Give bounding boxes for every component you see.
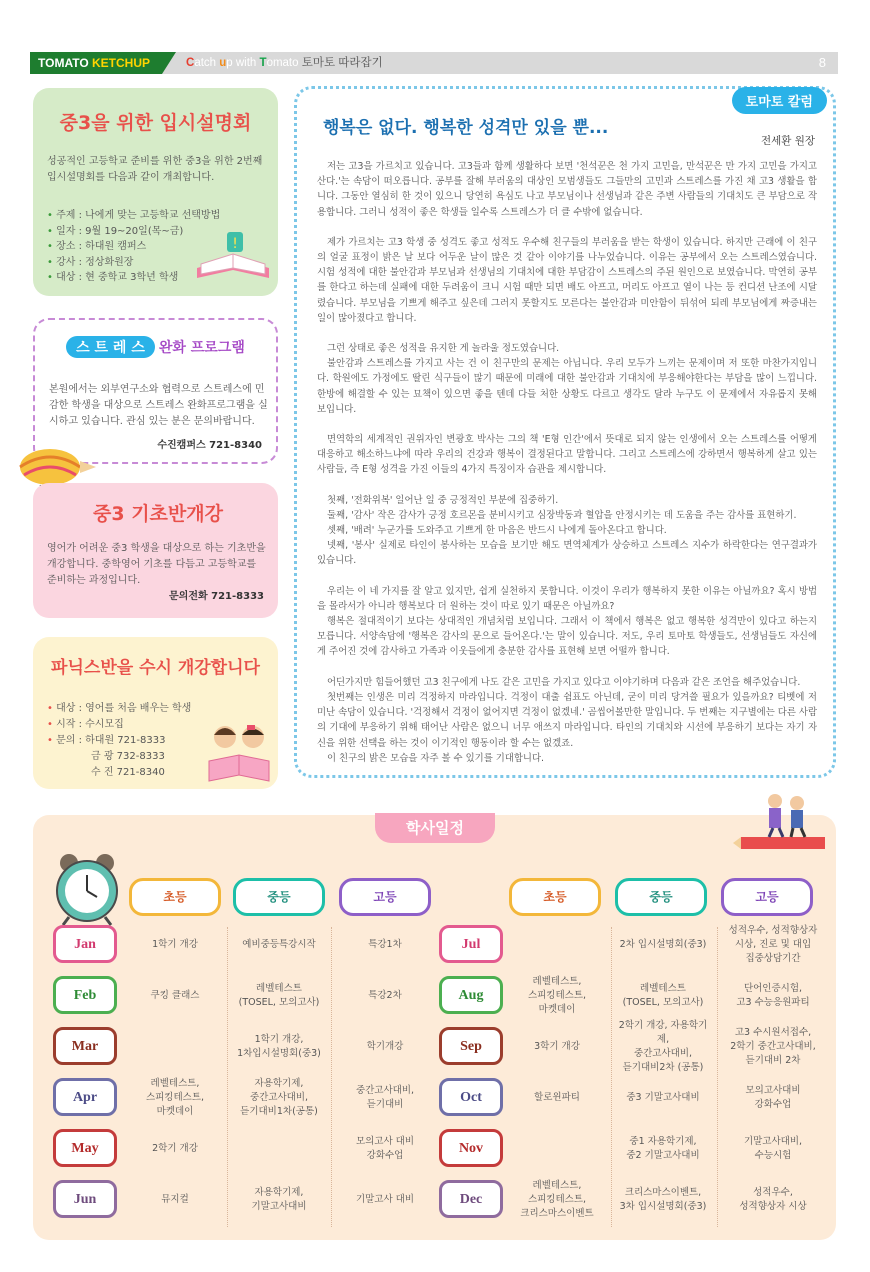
month-jun: Jun: [53, 1180, 117, 1218]
brand-text-2: KETCHUP: [92, 56, 151, 70]
admission-item: • 강사 : 정상화원장: [47, 255, 257, 271]
schedule-cell: 예비중등특강시작: [242, 939, 316, 950]
column-paragraph: 그런 상태로 좋은 성적을 유지한 게 놀라울 정도였습니다.: [327, 343, 560, 355]
admission-item: • 장소 : 하대원 캠퍼스: [47, 239, 257, 255]
column-divider: [717, 927, 718, 1227]
svg-text:!: !: [232, 236, 238, 252]
column-paragraph: 제가 가르치는 고3 학생 중 성격도 좋고 성적도 우수해 친구들의 부러움을 받는 학생이 있습니다. 하지만 근래에 이 친구의 얼굴 표정이 밝은 날 보다 어두운 날이 많은 것 같아 이야기를 나누었습니다. 이유는 공부에서 오는 스트레스였습니다. 시험 성적에 대한 불안감과 부모님과 선생님의 기대치에 대한 부담감이 스트레스의 주된 원인으로 보였습니다. 막연히 공부를 한다고 하는데 실패에 대한 두려움이 크니 시험 때만 되면 배도 아프고, 머리도 아프고 열이 나는 등 컨디션 난조에 시달렸습니다. 부모님을 기쁘게 해주고 싶은데 그러지 못할지도 모른다는 불안감과 미안함이 뒤섞여 되레 부모님에게 짜증내는 일이 많아졌다고 합니다.: [317, 236, 817, 324]
schedule-cell: [507, 923, 607, 967]
schedule-cell: 성적우수, 성적향상자 시상: [739, 1187, 807, 1212]
column-divider: [331, 927, 332, 1227]
column-paragraph: 넷째, '봉사' 실제로 타인이 봉사하는 모습을 보기만 해도 면역체계가 상승하고 스트레스 지수가 하락한다는 연구결과가 있습니다.: [317, 540, 817, 567]
admission-item: • 일자 : 9월 19~20일(목~금): [47, 224, 257, 240]
schedule-cell: 특강2차: [368, 990, 402, 1001]
schedule-cell: 레벨테스트, 스피킹테스트, 마켓데이: [527, 976, 587, 1015]
schedule-cell: 레벨테스트, 스피킹테스트, 크리스마스이벤트: [520, 1180, 594, 1219]
brand-tail-shape: [162, 52, 176, 74]
phonics-sub-item: 금 광 732-8333: [91, 751, 165, 762]
schedule-cell: 자용학기제, 중간고사대비, 듣기대비1차(공통): [240, 1078, 318, 1117]
month-feb: Feb: [53, 976, 117, 1014]
phonics-item: • 대상 : 영어를 처음 배우는 학생: [47, 701, 191, 717]
stress-title-pill: 스 트 레 스: [66, 336, 155, 358]
schedule-cell: 학기개강: [366, 1041, 404, 1052]
column-paragraph: 첫번째는 인생은 미리 걱정하지 마라입니다. 걱정이 대출 쉼표도 아닌데, 굳이 미리 당겨쓸 필요가 있을까요? 티벳에 저 미난 속담이 있습니다. '걱정해서 걱정이 없어지면 걱정이 없겠네.' 곰씹어볼만한 말입니다. 두 번째는 지구별에는 다른 사람의 기대에 부응하기 위해 태어난 사람은 없으니 너무 애쓰지 마라입니다. 타인의 기대치와 시선에 부응하기 보다는 자기 자신을 위한 선택을 하는 것이 이기적인 행동이라 할 수는 없겠죠.: [317, 691, 817, 749]
month-mar: Mar: [53, 1027, 117, 1065]
column-paragraph: 불안감과 스트레스를 가지고 사는 건 이 친구만의 문제는 아닙니다. 우리 모두가 느끼는 문제이며 저 또한 마찬가지입니다. 학원에도 가정에도 딸린 식구들이 많기 때문에 미래에 대한 불안감과 기대치에 부응해야한다는 부담을 많이 느낍니다. 한방에 해결할 수 있는 묘책이 있으면 좋을 텐데 다들 처한 상황도 다르고 생각도 달라 누구도 이 문제에서 자유롭지 못해 보입니다.: [317, 358, 817, 415]
sub-u: u: [219, 57, 227, 69]
column-paragraph: 우리는 이 네 가지를 잘 알고 있지만, 쉽게 실천하지 못합니다. 이것이 우리가 행복하지 못한 이유는 아닐까요? 혹시 방법을 몰라서가 아니라 행복보다 더 원하는 것이 따로 있기 때문은 아닐까요?: [317, 585, 817, 612]
month-oct: Oct: [439, 1078, 503, 1116]
schedule-cell: 뮤지컬: [161, 1194, 189, 1205]
stress-contact: 수진캠퍼스 721-8340: [157, 440, 262, 451]
column-tag: 토마토 칼럼: [732, 87, 827, 114]
stress-body: 본원에서는 외부연구소와 협력으로 스트레스에 민감한 학생을 대상으로 스트레스 완화프로그램을 실시하고 있습니다. 관심 있는 분은 문의바랍니다.: [49, 384, 268, 427]
phonics-sub-item: 수 진 721-8340: [91, 767, 165, 778]
stress-title-rest: 완화 프로그램: [158, 340, 245, 356]
month-may: May: [53, 1129, 117, 1167]
schedule-cell: 모의고사대비 강화수업: [745, 1085, 801, 1110]
column-paragraph: 이 친구의 밝은 모습을 자주 볼 수 있기를 기대합니다.: [327, 752, 545, 764]
month-jul: Jul: [439, 925, 503, 963]
tomato-column-article: [294, 86, 836, 778]
month-jan: Jan: [53, 925, 117, 963]
column-paragraph: 둘째, '감사' 작은 감사가 긍정 호르몬을 분비시키고 심장박동과 혈압을 안정시키는 데 도움을 주는 감사를 표현하기.: [327, 509, 797, 521]
schedule-cell: 2차 입시설명회(중3): [619, 939, 707, 950]
brand-text-1: TOMATO: [38, 56, 92, 70]
schedule-cell: 중3 기말고사대비: [626, 1092, 700, 1103]
schedule-cell: [507, 1127, 607, 1171]
schedule-cell: 1학기 개강, 1차입시설명회(중3): [237, 1034, 321, 1059]
schedule-cell: 2학기 개강, 자용학기제, 중간고사대비, 듣기대비2차 (공통): [618, 1020, 708, 1073]
schedule-cell: 단어인증시험, 고3 수능응원파티: [736, 983, 810, 1008]
stress-title: [35, 336, 276, 358]
sub-c: C: [186, 57, 195, 69]
alarm-clock-icon: [47, 851, 127, 927]
schedule-cell: 특강1차: [368, 939, 402, 950]
column-divider: [227, 927, 228, 1227]
sub-atch: atch: [194, 57, 220, 69]
book-illustration: [193, 228, 273, 288]
schedule-cell: [229, 1127, 329, 1171]
schedule-cell: 자용학기제, 기말고사대비: [251, 1187, 307, 1212]
category-elementary: 초등: [509, 878, 601, 916]
schedule-cell: 레벨테스트 (TOSEL, 모의고사): [622, 983, 704, 1008]
schedule-cell: 고3 수시원서접수, 2학기 중간고사대비, 듣기대비 2차: [730, 1027, 816, 1066]
basic-title: 중3 기초반개강: [93, 503, 223, 525]
phonics-box: [33, 637, 278, 789]
page-number: 8: [818, 55, 826, 70]
stress-program-box: [33, 318, 278, 464]
academic-schedule: [33, 815, 836, 1240]
category-elementary: 초등: [129, 878, 221, 916]
sub-p-with: p with: [226, 57, 260, 69]
month-aug: Aug: [439, 976, 503, 1014]
admission-title: 중3을 위한 입시설명회: [59, 112, 252, 134]
sub-t: T: [259, 57, 267, 69]
category-high: 고등: [339, 878, 431, 916]
column-paragraph: 행복은 절대적이기 보다는 상대적인 개념처럼 보입니다. 그래서 이 책에서 행복은 없고 행복한 성격만이 있다고 하는지 모릅니다. 서양속담에 '행복은 감사의 문으로 들어온다.'는 말이 있습니다. 저도, 우리 토마토 학생들도, 선생님들도 자신에게 주어진 것에 감사하고 가족과 이웃들에게 충분한 감사를 표현해 보면 어떨까 합니다.: [317, 616, 817, 658]
schedule-cell: 레벨테스트 (TOSEL, 모의고사): [238, 983, 320, 1008]
kids-reading-illustration: [203, 721, 275, 785]
schedule-title: 학사일정: [375, 813, 495, 843]
schedule-cell: 기말고사대비, 수능시험: [743, 1136, 803, 1161]
schedule-cell: 성적우수, 성적향상자 시상, 진로 및 대입 집중상담기간: [728, 925, 818, 964]
schedule-cell: 중1 자용학기제, 중2 기말고사대비: [626, 1136, 700, 1161]
month-nov: Nov: [439, 1129, 503, 1167]
admission-item: • 주제 : 나에게 맞는 고등학교 선택방법: [47, 208, 257, 224]
category-middle: 중등: [233, 878, 325, 916]
admission-intro: 성공적인 고등학교 준비를 위한 중3을 위한 2번째 입시설명회를 다음과 같이 개최합니다.: [47, 156, 263, 183]
column-divider: [611, 927, 612, 1227]
month-dec: Dec: [439, 1180, 503, 1218]
schedule-cell: [125, 1025, 225, 1069]
phonics-title: 파닉스반을 수시 개강합니다: [51, 658, 260, 678]
category-middle: 중등: [615, 878, 707, 916]
schedule-cell: 쿠킹 클래스: [150, 990, 200, 1001]
phonics-item: • 시작 : 수시모집: [47, 717, 191, 733]
page-header: [30, 52, 838, 74]
basic-contact: 문의전화 721-8333: [169, 591, 264, 602]
sub-korean: 토마토 따라잡기: [301, 57, 383, 69]
schedule-cell: 할로윈파티: [534, 1092, 580, 1103]
month-apr: Apr: [53, 1078, 117, 1116]
schedule-cell: 3학기 개강: [534, 1041, 580, 1052]
admission-item: • 대상 : 현 중학교 3학년 학생: [47, 270, 257, 286]
column-paragraph: 면역학의 세계적인 권위자인 변광호 박사는 그의 책 'E형 인간'에서 뜻대로 되지 않는 인생에서 오는 스트레스를 어떻게 대응하고 해소하느냐에 따라 우리의 건강과 행복이 결정된다고 말합니다. 그리고 스트레스에 강하면서 행복하게 살고 있는 사람들, 즉 E형 성격을 가진 이들의 4가지 특징이자 습관을 제시합니다.: [317, 434, 817, 476]
column-paragraph: 셋째, '배려' 누군가를 도와주고 기쁘게 한 마음은 반드시 나에게 돌아온다고 합니다.: [327, 525, 667, 537]
brand-logo: [30, 52, 162, 74]
basic-class-box: [33, 483, 278, 618]
schedule-cell: 기말고사 대비: [355, 1194, 415, 1205]
schedule-cell: 1학기 개강: [152, 939, 198, 950]
schedule-cell: 2학기 개강: [152, 1143, 198, 1154]
column-paragraph: 첫째, '전화위복' 일어난 일 중 긍정적인 부분에 집중하기.: [327, 494, 559, 506]
month-sep: Sep: [439, 1027, 503, 1065]
schedule-cell: 모의고사 대비 강화수업: [355, 1136, 415, 1161]
column-title: 행복은 없다. 행복한 성격만 있을 뿐...: [323, 118, 609, 138]
column-paragraph: 어딘가지만 힘들어했던 고3 친구에게 나도 같은 고민을 가지고 있다고 이야기하며 다음과 같은 조언을 해주었습니다.: [327, 676, 801, 688]
schedule-cell: 크리스마스이벤트, 3차 입시설명회(중3): [619, 1187, 707, 1212]
admission-seminar-box: [33, 88, 278, 296]
basic-body: 영어가 어려운 중3 학생을 대상으로 하는 기초반을 개강합니다. 중학영어 기초를 다듬고 고등학교를 준비하는 과정입니다.: [47, 543, 266, 586]
phonics-item: • 문의 : 하대원 721-8333: [47, 733, 191, 749]
column-paragraph: 저는 고3을 가르치고 있습니다. 고3들과 함께 생활하다 보면 '천석꾼은 천 가지 고민을, 만석꾼은 만 가지 고민을 가지고 산다.'는 속담이 떠오릅니다. 공부를 잘해 부러움의 대상인 모범생들도 그들만의 고민과 스트레스를 가진 채 고3 생활을 합니다. 그동안 열심히 한 것이 있으니 당연히 욕심도 나고 부모님이나 선생님과 같은 주변 사람들의 기대치도 큰 부담으로 작용합니다. 그러니 성적이 좋은 학생들 일수록 스트레스가 더 클 수밖에 없습니다.: [317, 161, 817, 218]
schedule-cell: 중간고사대비, 듣기대비: [355, 1085, 415, 1110]
header-subtitle: [186, 52, 383, 74]
column-author: 전세환 원장: [760, 135, 815, 147]
column-body: [317, 159, 817, 766]
phonics-list: [47, 701, 191, 781]
sub-omato: omato: [266, 57, 302, 69]
schedule-cell: 레벨테스트, 스피킹테스트, 마켓데이: [145, 1078, 205, 1117]
category-high: 고등: [721, 878, 813, 916]
kids-on-pencil-illustration: [733, 789, 833, 865]
